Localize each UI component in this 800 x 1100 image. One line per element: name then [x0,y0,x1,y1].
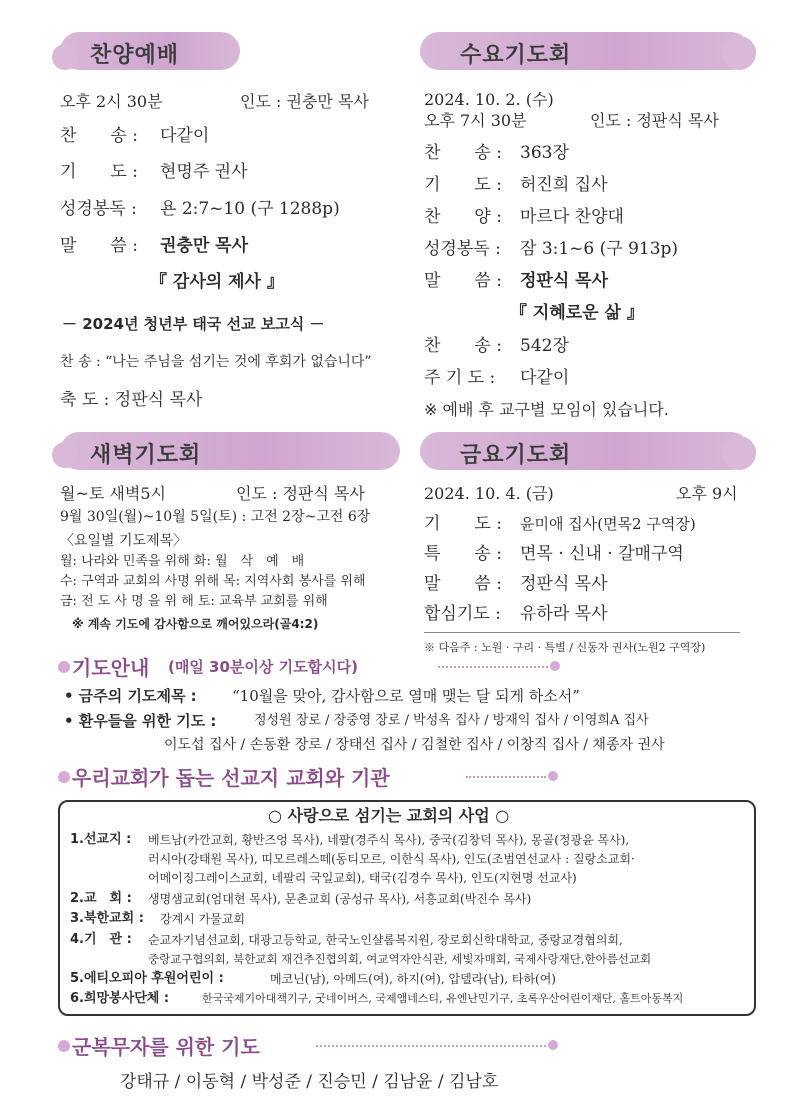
service-leader: 인도 : 정판식 목사 [590,111,719,130]
mission-label: 6.희망봉사단체 : [70,991,170,1006]
order-label: 찬 양 : [424,207,502,227]
bullet-icon [58,661,70,673]
order-value: 542장 [520,336,569,356]
service-date: 2024. 10. 4. (금) [424,484,554,503]
heading-dotline [316,1045,546,1047]
daily-topic: 월: 나라와 민족을 위해 화: 월 삭 예 배 [60,554,305,569]
mission-line: 강계시 가물교회 [160,912,245,926]
mission-label: 5.에티오피아 후원어린이 : [70,971,224,986]
mission-label: 1.선교지 : [70,832,132,847]
preacher: 권충만 목사 [160,236,249,256]
order-value: 마르다 찬양대 [520,207,624,227]
bullet-icon [550,661,560,671]
service-time: 오후 2시 30분 [60,92,163,111]
daily-topic: 금: 전 도 사 명 을 위 해 토: 교육부 교회를 위해 [60,594,328,609]
order-value: 잠 3:1~6 (구 913p) [520,239,679,259]
order-value: 욘 2:7~10 (구 1288p) [160,199,340,219]
mission-label: 2.교 회 : [70,891,132,906]
section-title: 수요기도회 [460,43,572,68]
divider [424,632,740,633]
missions-heading: 우리교회가 돕는 선교지 교회와 기관 [72,766,390,790]
section-title: 금요기도회 [460,443,572,468]
preacher: 정판식 목사 [520,271,609,291]
order-label: 특 송 : [424,544,502,564]
prayer-label: • 환우들을 위한 기도 : [64,712,217,730]
mission-report: － 2024년 청년부 태국 선교 보고식 － [62,315,325,333]
patients-list: 정성원 장로 / 장중영 장로 / 박성옥 집사 / 방재익 집사 / 이영희A 집사 [254,713,649,728]
order-label: 주 기 도 : [424,368,496,388]
order-label: 성경봉독 : [60,199,137,219]
order-label: 말 씀 : [424,574,502,594]
banner-decoration [52,44,78,70]
service-leader: 인도 : 정판식 목사 [236,484,365,503]
prayer-subtitle: (매일 30분이상 기도합시다) [168,658,358,676]
sermon-title: 『 지혜로운 삶 』 [510,303,644,323]
order-value: 정판식 목사 [520,574,608,594]
order-value: 허진희 집사 [520,175,608,195]
order-label: 기 도 : [60,162,138,182]
patients-list: 이도섭 집사 / 손동환 장로 / 장태선 집사 / 김철한 집사 / 이창직 집사 / 채종자 권사 [164,737,665,753]
prayer-label: • 금주의 기도제목 : [64,687,197,705]
order-value: 윤미애 집사(면목2 구역장) [520,515,696,533]
bullet-icon [58,1040,70,1052]
bible-verse: ※ 계속 기도에 감사함으로 깨어있으라(골4:2) [72,617,319,631]
order-label: 찬 송 : [60,126,138,146]
mission-line: 순교자기념선교회, 대광고등학교, 한국노인샬롬복지원, 장로회신학대학교, 중랑교경협의회, [148,933,623,947]
special-song: 찬 송 : “나는 주님을 섬기는 것에 후회가 없습니다” [60,354,372,370]
mission-line: 생명샘교회(엄대현 목사), 문촌교회 (공성규 목사), 서흥교회(박진수 목사) [148,892,532,906]
next-week-note: ※ 다음주 : 노원 · 구리 · 특별 / 신동자 권사(노원2 구역장) [424,641,706,654]
service-date: 2024. 10. 2. (수) [424,90,554,109]
reading-range: 9월 30일(월)~10월 5일(토) : 고전 2장~고전 6장 [60,509,371,525]
order-label: 말 씀 : [424,271,502,291]
banner-decoration [52,442,78,468]
mission-line: 중랑교구협의회, 북한교회 재건추진협의회, 여교역자안식관, 세빛자매회, 국제사랑재단,한아름선교회 [148,952,652,966]
order-label: 합심기도 : [424,604,501,624]
order-value: 363장 [520,143,569,163]
notice: ※ 예배 후 교구별 모임이 있습니다. [424,400,669,419]
topic-title: 〈요일별 기도제목〉 [60,533,188,549]
sermon-title: 『 감사의 제사 』 [150,272,284,292]
order-value: 현명주 권사 [160,162,248,182]
bullet-icon [548,771,558,781]
section-title: 새벽기도회 [90,443,202,468]
order-label: 말 씀 : [60,236,138,256]
order-value: 면목 · 신내 · 갈매구역 [520,544,684,564]
prayer-topic: “10월을 맞아, 감사함으로 열매 맺는 달 되게 하소서” [232,687,580,705]
bullet-icon [58,771,70,783]
order-label: 기 도 : [424,514,502,534]
mission-line: 어메이징그레이스교회, 네팔리 국일교회), 태국(김경수 목사), 인도(지현명 선교사) [148,871,577,885]
mission-line: 베트남(카깐교회, 황반즈엉 목사), 네팔(경주식 목사), 중국(김창덕 목사), 몽골(정광윤 목사), [148,833,630,847]
heading-dotline [466,776,546,778]
mission-line: 러시아(강태원 목사), 띠모르레스떼(동티모르, 이한식 목사), 인도(조범연선교사 : 질랑소교회· [148,852,635,866]
daily-topic: 수: 구역과 교회의 사명 위해 목: 지역사회 봉사를 위해 [60,574,366,589]
service-time: 월~토 새벽5시 [60,484,166,503]
order-label: 기 도 : [424,175,502,195]
order-label: 찬 송 : [424,143,502,163]
banner-decoration [722,36,756,70]
service-time: 오후 9시 [676,484,738,503]
banner-decoration [722,436,756,470]
order-value: 다같이 [160,126,210,146]
order-label: 성경봉독 : [424,239,501,259]
mission-label: 4.기 관 : [70,932,132,947]
section-title: 찬양예배 [90,43,180,68]
mission-line: 메코닌(남), 아메드(여), 하지(여), 압델라(남), 타하(여) [270,972,556,986]
heading-dotline [438,666,548,668]
service-leader: 인도 : 권충만 목사 [240,92,369,111]
mission-label: 3.북한교회 : [70,911,144,926]
service-time: 오후 7시 30분 [424,111,527,130]
prayer-heading: 기도안내 [72,656,150,680]
order-value: 다같이 [520,368,570,388]
order-value: 유하라 목사 [520,604,608,624]
mission-line: 한국국제기아대책기구, 굿네이버스, 국제앰네스티, 유엔난민기구, 초록우산어린이재단, 홀트아동복지 [202,992,684,1005]
benediction: 축 도 : 정판식 목사 [60,390,203,410]
bullet-icon [548,1040,558,1050]
order-label: 찬 송 : [424,336,502,356]
soldiers-heading: 군복무자를 위한 기도 [72,1035,260,1059]
soldier-names: 강태규 / 이동혁 / 박성준 / 진승민 / 김남윤 / 김남호 [120,1072,499,1092]
missions-box-title: ○ 사랑으로 섬기는 교회의 사업 ○ [268,806,510,825]
